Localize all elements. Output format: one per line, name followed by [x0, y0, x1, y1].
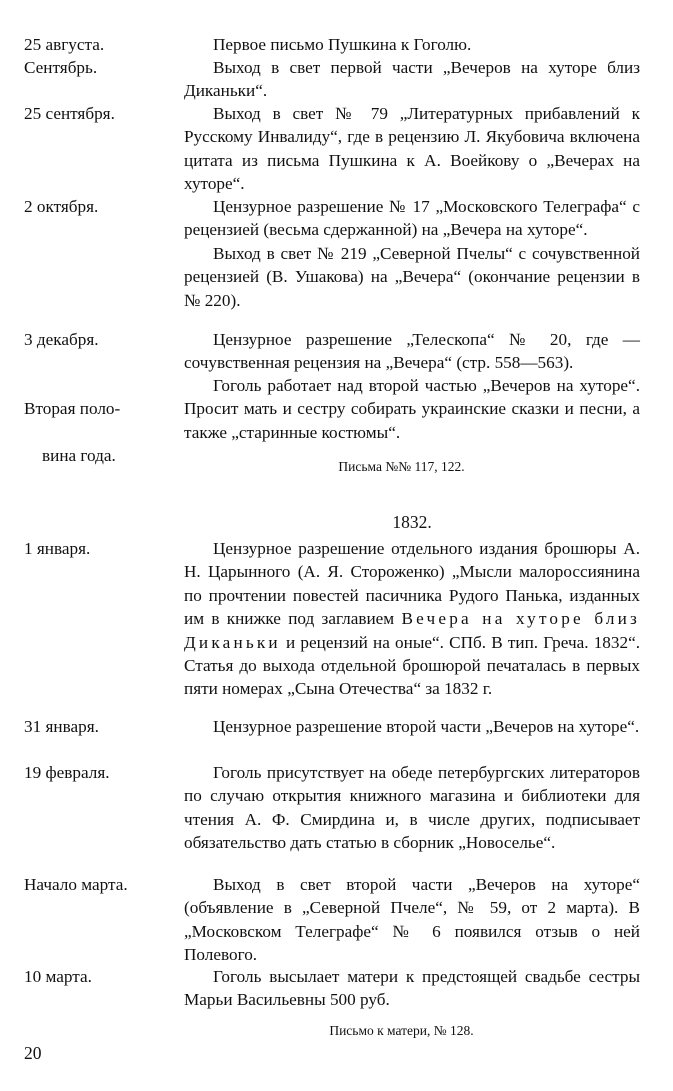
entry-text: Выход в свет № 79 „Литературных прибавлений к Русскому Инвалиду“, где в рецензию Л. Якубовича включена цитата из письма Пушкина к А. Воейкову о „Вечерах на хуторе“. — [184, 104, 640, 194]
entry-text: Цензурное разрешение второй части „Вечеров на хуторе“. — [213, 717, 640, 736]
entry-date: 2 октября. — [24, 197, 99, 216]
entry-text: Гоголь присутствует на обеде петербургских литераторов по случаю открытия книжного магазина и библиотеки для чтения А. Ф. Смирдина и, в числе других, подписывает обязательство дать статью в сборник „Новоселье“. — [184, 763, 640, 853]
entry-text: Первое письмо Пушкина к Гоголю. — [213, 35, 472, 54]
spaced-book-title: Вечера на хуторе близ Диканьки — [184, 609, 641, 652]
year-heading: 1832. — [392, 512, 432, 532]
entry-date: 25 сентября. — [24, 104, 115, 123]
page-number: 20 — [24, 1043, 42, 1063]
source-note-text: Письма №№ 117, 122. — [338, 459, 465, 474]
source-note-text: Письмо к матери, № 128. — [329, 1023, 474, 1038]
entry-date: 19 февраля. — [24, 763, 110, 782]
source-note — [0, 458, 673, 476]
entry-text: Выход в свет первой части „Вечеров на хуторе близ Диканьки“. — [184, 58, 640, 101]
entry-date: Сентябрь. — [24, 58, 98, 77]
entry-text-part: и рецензий на оные“. СПб. В тип. Греча. 1832“. Статья до выхода отдельной брошюрой печаталась в первых пяти номерах „Сына Отечества“ за 1832 г. — [184, 632, 640, 699]
entry-date: Начало марта. — [24, 875, 128, 894]
entry-date: 25 августа. — [24, 35, 105, 54]
entry-text — [184, 537, 640, 701]
entry-date-line: Вторая поло- — [24, 399, 121, 419]
entry-text-part: Цензурное разрешение отдельного издания брошюры А. Н. Царынного (А. Я. Стороженко) „Мысли малороссиянина по прочтении повестей пасичника Рудого Панька, изданных им в книжке под заглавием — [184, 539, 640, 629]
entry-text: Цензурное разрешение „Телескопа“ № 20, где — сочувственная рецензия на „Вечера“ (стр. 558—563). — [184, 330, 640, 373]
entry-text: Гоголь работает над второй частью „Вечеров на хуторе“. Просит мать и сестру собирать украинские сказки и песни, а также „старинные костюмы“. — [184, 376, 640, 442]
source-note — [0, 1022, 673, 1040]
entry-text: Гоголь высылает матери к предстоящей свадьбе сестры Марьи Васильевны 500 руб. — [184, 967, 640, 1010]
entry-date: 1 января. — [24, 539, 91, 558]
entry-date: 10 марта. — [24, 967, 92, 986]
entry-text: Цензурное разрешение № 17 „Московского Телеграфа“ с рецензией (весьма сдержанной) на „Вечера на хуторе“. Выход в свет № 219 „Северной Пчелы“ с сочувственной рецензией (В. Ушакова) на „Вечера“ (окончание рецензии в № 220). — [184, 197, 640, 310]
entry-date: 3 декабря. — [24, 330, 99, 349]
entry-text: Выход в свет второй части „Вечеров на хуторе“ (объявление в „Северной Пчеле“, № 59, от 2 марта). В „Московском Телеграфе“ № 6 появился отзыв о ней Полевого. — [184, 875, 640, 965]
entry-date-line: вина года. — [42, 446, 116, 466]
entry-date: 31 января. — [24, 717, 99, 736]
